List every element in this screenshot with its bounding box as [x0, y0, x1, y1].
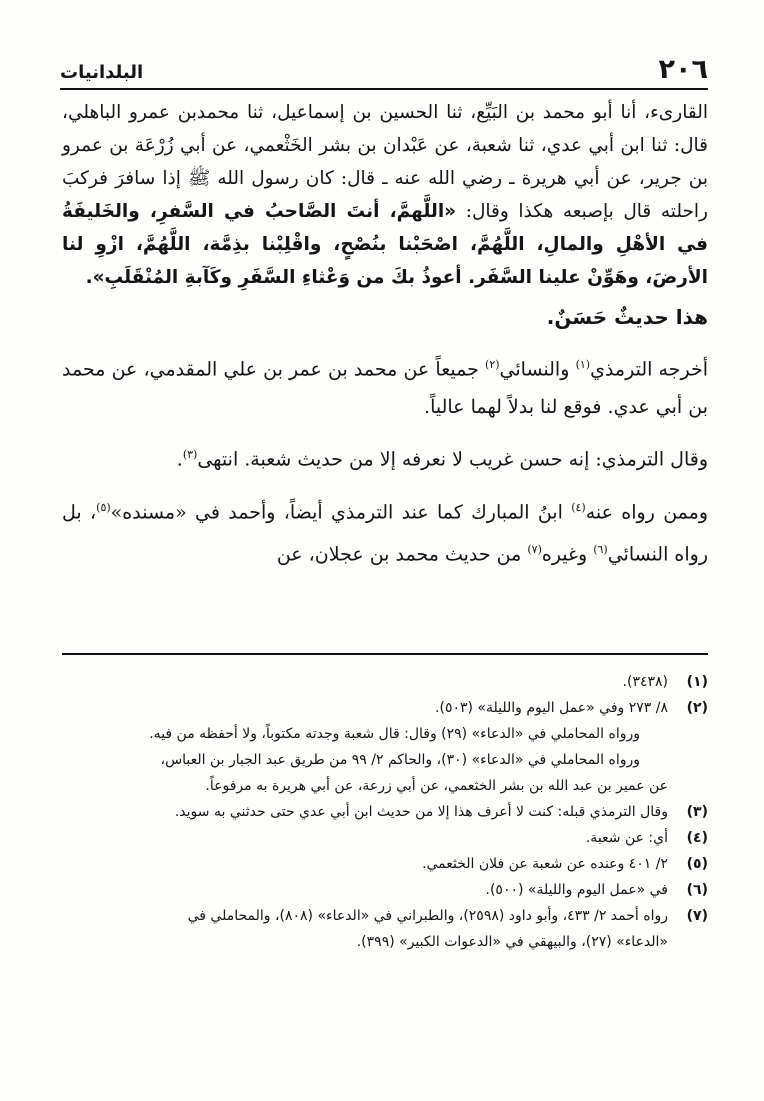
page-header [60, 54, 708, 94]
running-title: البلدانيات [60, 62, 144, 83]
takhrij-text-a: أخرجه الترمذي [590, 358, 708, 381]
footnote-number: (٥) [686, 856, 708, 872]
header-rule [60, 88, 708, 90]
footnote-2 [62, 695, 708, 799]
footnote-7 [62, 903, 708, 955]
isnad-text: القارىء، أنا أبو محمد بن البَيِّع، ثنا الحسين بن إسماعيل، ثنا محمدبن عمرو الباهلي، قال: ثنا ابن أبي عدي، ثنا شعبة، عن عَبْدان بن بشر الخَثْعمي، عن أبي زُرْعَة بن عمرو بن جرير، عن أبي هريرة ـ رضي الله عنه ـ قال: كان رسول الله ﷺ إذا سافرَ فركبَ راحلته قال بإصبعه هكذا وقال: [62, 102, 708, 222]
takhrij-text-c: جميعاً عن محمد بن عمر بن علي المقدمي، عن محمد بن أبي عدي. فوقع لنا بدلاً لهما عالياً. [62, 358, 708, 419]
footnote-line: في «عمل اليوم والليلة» (٥٠٠). [485, 882, 668, 898]
footnote-ref-3: (٣) [182, 448, 198, 462]
footnotes-section [62, 653, 708, 955]
footnote-number: (٢) [686, 700, 708, 716]
footnote-line: رواه أحمد ٢/ ٤٣٣، وأبو داود (٢٥٩٨)، والطبراني في «الدعاء» (٨٠٨)، والمحاملي في [187, 908, 668, 924]
footnote-line: ورواه المحاملي في «الدعاء» (٢٩) وقال: قال شعبة وجدته مكتوباً، ولا أحفظه من فيه. [149, 726, 640, 742]
footnote-body [62, 877, 668, 903]
tirmidhi-text: وقال الترمذي: إنه حسن غريب لا نعرفه إلا من حديث شعبة. انتهى [197, 448, 708, 471]
footnote-ref-1: (١) [575, 358, 591, 371]
narrators-text-e: من حديث محمد بن عجلان، عن [276, 543, 528, 566]
footnote-body [62, 825, 668, 851]
footnote-number: (٤) [686, 830, 708, 846]
takhrij-text-b: والنسائي [499, 358, 576, 381]
footnote-1 [62, 669, 708, 695]
narrators-paragraph [62, 489, 708, 574]
footnote-ref-4: (٤) [571, 500, 586, 514]
footnote-body [62, 669, 668, 695]
isnad-paragraph [62, 96, 708, 294]
takhrij-paragraph [62, 346, 708, 426]
footnote-3 [62, 799, 708, 825]
footnote-5 [62, 851, 708, 877]
narrators-text-d: وغيره [541, 543, 594, 566]
footnote-4 [62, 825, 708, 851]
footnote-line: (٣٤٣٨). [622, 674, 668, 690]
narrators-text-a: وممن رواه عنه [585, 500, 708, 523]
footnote-ref-5: (٥) [96, 500, 111, 514]
footnote-line: وقال الترمذي قبله: كنت لا أعرف هذا إلا من حديث ابن أبي عدي حتى حدثني به سويد. [174, 804, 668, 820]
footnote-number: (٧) [686, 908, 708, 924]
footnote-ref-6: (٦) [593, 542, 608, 556]
narrators-text-c: ، بل رواه النسائي [62, 500, 708, 566]
footnote-ref-2: (٢) [485, 358, 500, 371]
main-text [62, 96, 708, 573]
footnote-line: ورواه المحاملي في «الدعاء» (٣٠)، والحاكم ٢/ ٩٩ من طريق عبد الجبار بن العباس، [160, 752, 640, 768]
footnote-body [62, 695, 668, 799]
footnote-body [62, 799, 668, 825]
tirmidhi-text-end: . [176, 448, 183, 471]
narrators-text-b: ابنُ المبارك كما عند الترمذي أيضاً، وأحمد في «مسنده» [110, 500, 572, 523]
footnote-line: ٨/ ٢٧٣ وفي «عمل اليوم والليلة» (٥٠٣). [435, 700, 668, 716]
footnote-6 [62, 877, 708, 903]
footnote-number: (٣) [686, 804, 708, 820]
footnote-line: عن عمير بن عبد الله بن بشر الخثعمي، عن أبي زرعة، عن أبي هريرة به مرفوعاً. [205, 778, 668, 794]
tirmidhi-paragraph [62, 436, 708, 478]
footnote-body [62, 851, 668, 877]
footnote-body [62, 903, 668, 955]
footnote-number: (٦) [686, 882, 708, 898]
footnote-line: أي: عن شعبة. [585, 830, 668, 846]
footnote-number: (١) [686, 674, 708, 690]
footnote-line: ٢/ ٤٠١ وعنده عن شعبة عن فلان الخثعمي. [422, 856, 668, 872]
hadith-text: «اللَّهمَّ، أنتَ الصَّاحبُ في السَّفرِ، والخَليفَةُ في الأهْلِ والمالِ، اللَّهُمَّ، اصْحَبْنا بنُصْحٍ، واقْلِبْنا بذِمَّة، اللَّهُمَّ، ازْوِ لنا الأرضَ، وهَوِّنْ علينا السَّفَر. أعوذُ بكَ من وَعْثاءِ السَّفَرِ وكَآبةِ المُنْقَلَبِ». [62, 201, 708, 288]
hadith-verdict: هذا حديثٌ حَسَنٌ. [546, 305, 708, 329]
footnote-line: «الدعاء» (٢٧)، والبيهقي في «الدعوات الكبير» (٣٩٩). [356, 934, 668, 950]
page-number: ٢٠٦ [658, 54, 708, 85]
footnote-ref-7: (٧) [527, 542, 542, 556]
